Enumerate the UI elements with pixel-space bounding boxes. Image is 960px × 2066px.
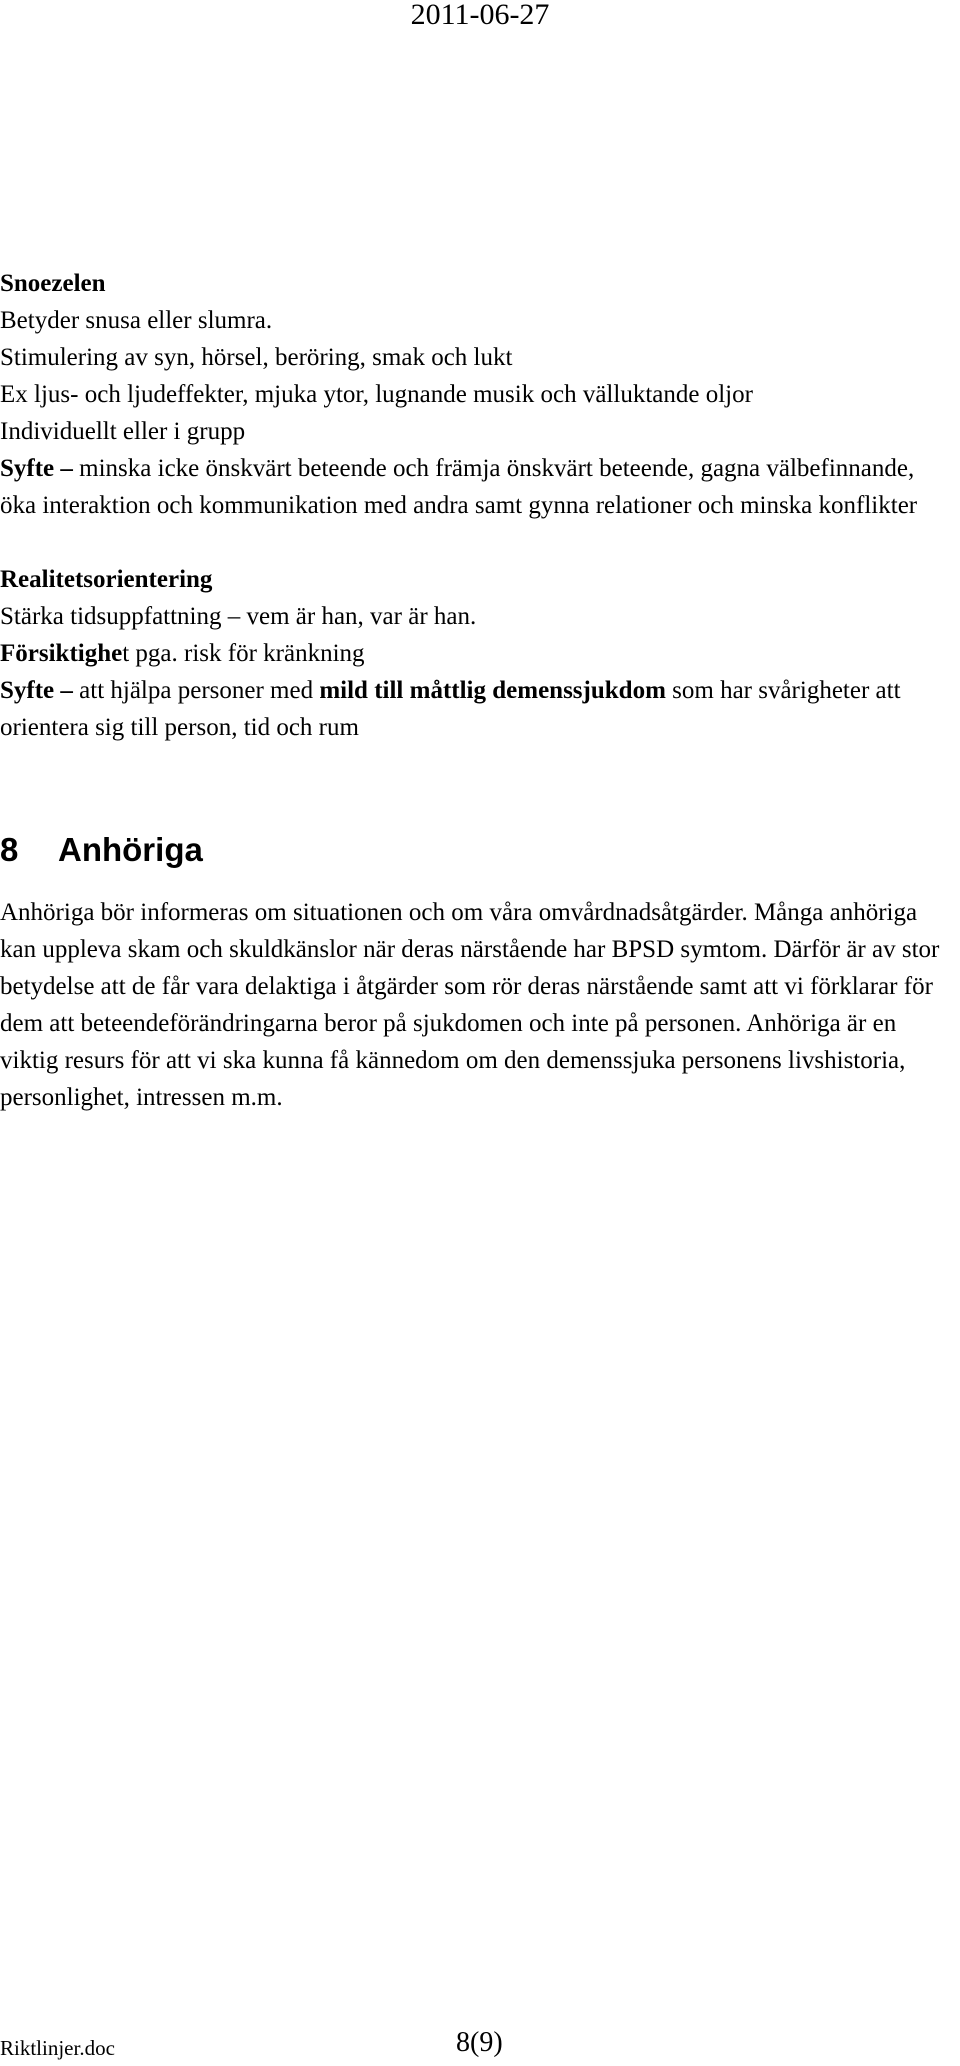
snoezelen-line-1: Betyder snusa eller slumra. (0, 307, 273, 334)
footer-page-number: 8(9) (456, 2027, 503, 2058)
realitetsorientering-purpose (0, 672, 955, 746)
section-title: Anhöriga (58, 831, 203, 868)
spacer (0, 870, 955, 894)
realitetsorientering-caution (0, 635, 955, 672)
snoezelen-line-2: Stimulering av syn, hörsel, beröring, smak och lukt (0, 344, 513, 371)
spacer (0, 746, 955, 824)
snoezelen-purpose (0, 450, 955, 524)
snoezelen-purpose-text: minska icke önskvärt beteende och främja önskvärt beteende, gagna välbefinnande, öka interaktion och kommunikation med andra samt gynna relationer och minska konflikter (0, 455, 918, 519)
snoezelen-section (0, 265, 955, 524)
header-date: 2011-06-27 (410, 0, 550, 31)
purpose-text-1: att hjälpa personer med (72, 677, 320, 704)
realitetsorientering-purpose-label: Syfte – (0, 677, 73, 704)
section-8-anhoriga (0, 824, 955, 1116)
footer-filename: Riktlinjer.doc (0, 2036, 115, 2060)
realitetsorientering-section (0, 561, 955, 746)
caution-rest: t pga. risk för kränkning (122, 640, 365, 667)
caution-bold: Försiktighe (0, 640, 123, 667)
section-number: 8 (0, 831, 19, 868)
purpose-bold: mild till måttlig demenssjukdom (319, 677, 666, 704)
snoezelen-line-3: Ex ljus- och ljudeffekter, mjuka ytor, lugnande musik och välluktande oljor (0, 381, 753, 408)
snoezelen-purpose-label: Syfte – (0, 455, 73, 482)
realitetsorientering-heading: Realitetsorientering (0, 566, 213, 593)
section-8-heading (0, 824, 955, 870)
spacer (0, 524, 955, 561)
page-footer (0, 2027, 960, 2060)
document-body (0, 265, 955, 1116)
purpose-text-2: som har svårigheter att orientera sig till person, tid och rum (0, 677, 901, 741)
realitetsorientering-line-1: Stärka tidsuppfattning – vem är han, var är han. (0, 603, 477, 630)
snoezelen-heading: Snoezelen (0, 270, 106, 297)
section-8-paragraph: Anhöriga bör informeras om situationen och om våra omvårdnadsåtgärder. Många anhöriga kan uppleva skam och skuldkänslor när deras närstående har BPSD symtom. Därför är av stor betydelse att de får vara delaktiga i åtgärder som rör deras närstående samt att vi förklarar för dem att beteendeförändringarna beror på sjukdomen och inte på personen. Anhöriga är en viktig resurs för att vi ska kunna få kännedom om den demenssjuka personens livshistoria, personlighet, intressen m.m. (0, 899, 940, 1111)
snoezelen-line-4: Individuellt eller i grupp (0, 418, 246, 445)
